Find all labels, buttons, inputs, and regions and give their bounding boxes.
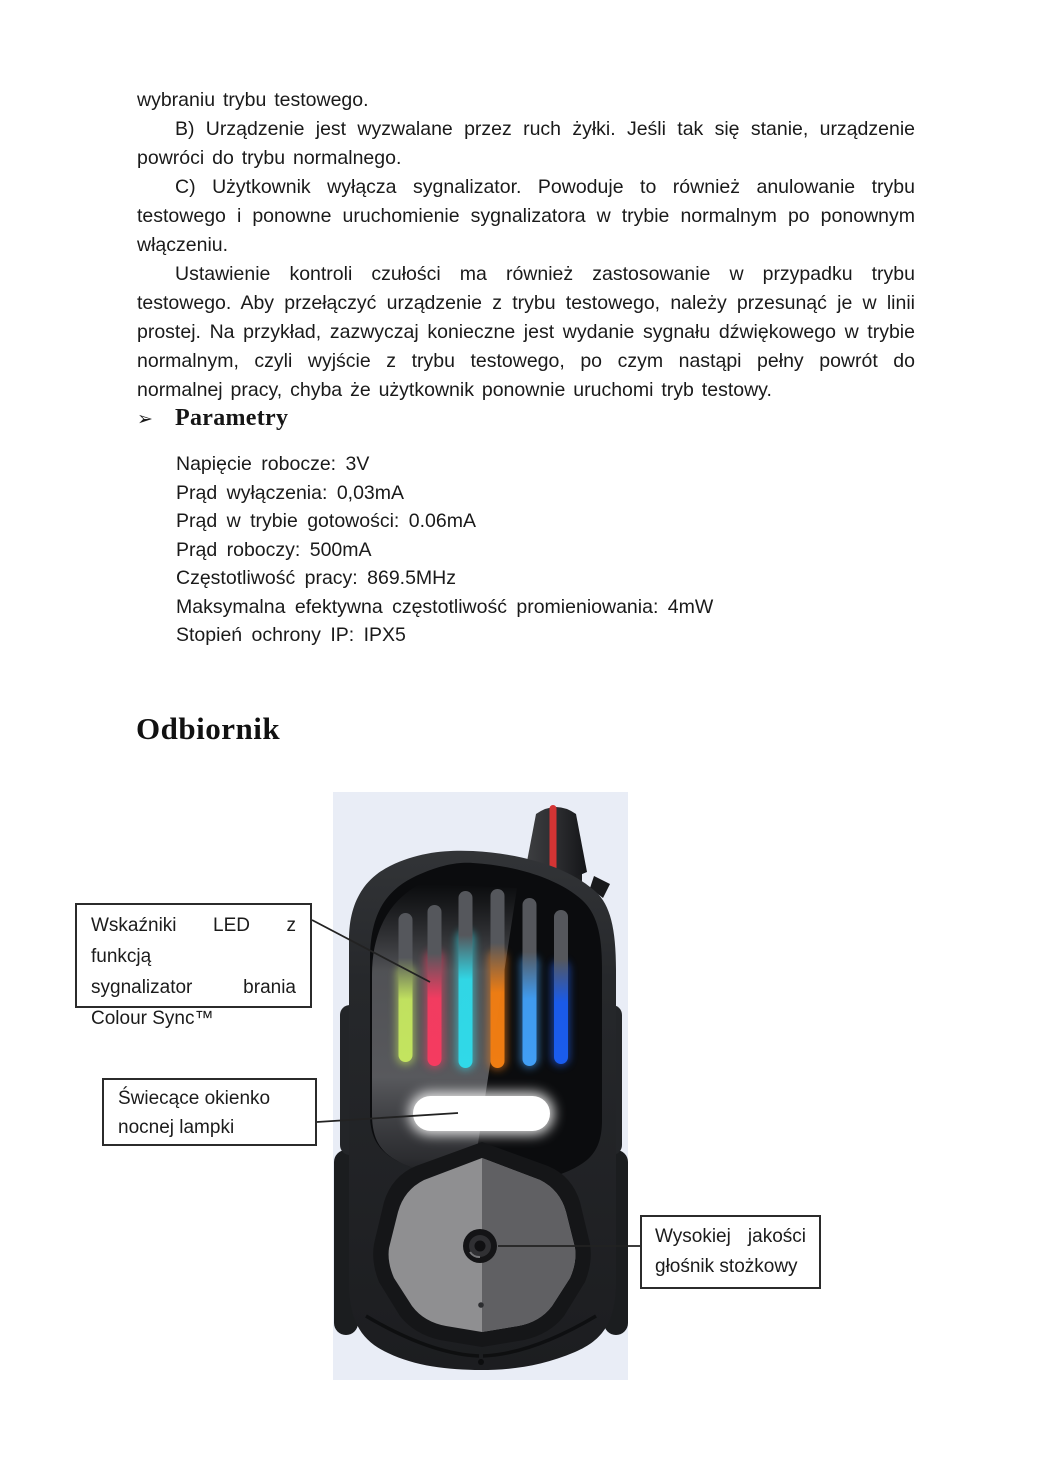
- paragraph-c: C) Użytkownik wyłącza sygnalizator. Powoduje to również anulowanie trybu testowego i ponowne uruchomienie sygnalizatora w trybie normalnym po ponownym włączeniu.: [137, 176, 915, 256]
- paragraph-b: B) Urządzenie jest wyzwalane przez ruch żyłki. Jeśli tak się stanie, urządzenie powróci do trybu normalnego.: [137, 118, 915, 169]
- device-photo-panel: [333, 792, 628, 1380]
- arrow-bullet-icon: ➢: [137, 409, 153, 430]
- parameter-line: Maksymalna efektywna częstotliwość promieniowania: 4mW: [176, 595, 714, 618]
- paragraph-continuation: wybraniu trybu testowego.: [137, 89, 369, 111]
- parameters-heading: Parametry: [175, 405, 289, 431]
- callout-text-line: Świecące okienko: [118, 1088, 271, 1109]
- paragraph-test-mode: Ustawienie kontroli czułości ma również zastosowanie w przypadku trybu testowego. Aby przełączyć urządzenie z trybu testowego, należy przesunąć je w linii prostej. Na przykład, zazwyczaj konieczne jest wydanie sygnału dźwiękowego w trybie normalnym, czyli wyjście z trybu testowego, po czym nastąpi pełny powrót do normalnej pracy, chyba że użytkownik ponownie uruchomi tryb testowy.: [137, 263, 915, 401]
- parameter-line: Prąd roboczy: 500mA: [176, 538, 372, 561]
- parameter-line: Stopień ochrony IP: IPX5: [176, 624, 406, 646]
- receiver-heading: Odbiornik: [136, 711, 281, 746]
- callout-speaker: [640, 1215, 821, 1289]
- callout-night-light: [102, 1078, 317, 1146]
- callout-text-line: Wysokiej jakości: [655, 1226, 806, 1247]
- parameter-line: Prąd wyłączenia: 0,03mA: [176, 481, 405, 504]
- body-text-block: [137, 86, 915, 405]
- parameter-line: Prąd w trybie gotowości: 0.06mA: [176, 510, 476, 532]
- parameter-line: Częstotliwość pracy: 869.5MHz: [176, 567, 457, 589]
- callout-text-line: sygnalizator brania: [91, 977, 296, 998]
- callout-led-indicators: [75, 903, 312, 1029]
- callout-text-line: głośnik stożkowy: [655, 1256, 798, 1277]
- parameter-line: Napięcie robocze: 3V: [176, 453, 370, 475]
- callout-text-line: nocnej lampki: [118, 1117, 235, 1138]
- parameters-section-heading: [137, 405, 288, 432]
- callout-text-line: Wskaźniki LED z funkcją: [91, 915, 296, 967]
- parameters-list: [176, 450, 713, 650]
- callout-text-line: Colour Sync™: [91, 1008, 214, 1029]
